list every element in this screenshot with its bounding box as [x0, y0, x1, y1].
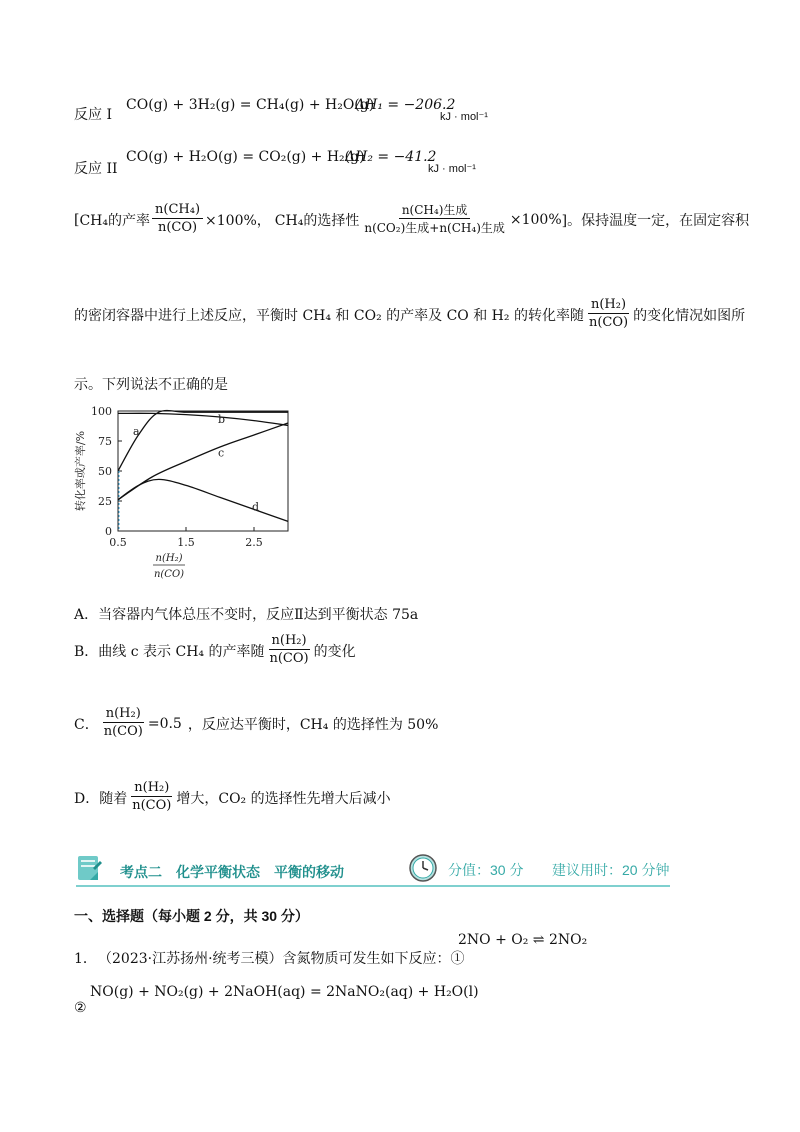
x-axis-label-numerator: n(H₂)	[155, 553, 183, 564]
line2-numerator: n(H₂)	[588, 297, 629, 314]
yield-numerator: n(CH₄)	[152, 202, 203, 219]
option-c-fraction	[101, 706, 146, 741]
question-line3: 示。下列说法不正确的是	[74, 377, 228, 393]
series-line-d	[118, 479, 288, 521]
reaction1-unit: kJ · mol⁻¹	[440, 111, 488, 123]
x-tick-label-0.5: 0.5	[109, 536, 127, 549]
reaction1-equation: CO(g) + 3H₂(g) = CH₄(g) + H₂O(g)	[126, 97, 375, 113]
x-axis-label-denominator: n(CO)	[153, 569, 185, 580]
reaction2-label: 反应 II	[74, 161, 118, 177]
option-d-numerator: n(H₂)	[131, 780, 172, 797]
chart-axes	[73, 405, 288, 580]
y-tick-label-75: 75	[98, 435, 112, 448]
question1-number: 1．	[74, 951, 97, 967]
reaction1-label: 反应 I	[74, 107, 112, 123]
line2-fraction	[586, 297, 631, 332]
open-bracket: [	[74, 211, 80, 228]
question1-eq1: 2NO + O₂ ⇌ 2NO₂	[458, 932, 588, 948]
y-tick-label-0: 0	[105, 525, 112, 538]
ch4-yield-label: CH₄的产率	[79, 212, 151, 229]
question1-eq2: NO(g) + NO₂(g) + 2NaOH(aq) = 2NaNO₂(aq) + H₂O(l)	[90, 984, 479, 1000]
option-c[interactable]	[74, 706, 438, 741]
question-line2	[74, 297, 745, 332]
series-line-b	[118, 413, 288, 425]
y-tick-label-25: 25	[98, 495, 112, 508]
line2-denominator: n(CO)	[588, 315, 629, 330]
option-a-text: 当容器内气体总压不变时，反应Ⅱ达到平衡状态 75a	[98, 607, 419, 623]
selectivity-denominator: n(CO₂)生成+n(CH₄)生成	[364, 221, 505, 235]
option-d-text1: 随着	[99, 790, 128, 807]
option-b-fraction	[266, 633, 311, 668]
option-c-denominator: n(CO)	[103, 724, 143, 739]
line2-suffix: 的变化情况如图所	[633, 307, 746, 324]
clock-icon	[408, 853, 438, 883]
option-b-numerator: n(H₂)	[269, 633, 310, 650]
y-tick-label-100: 100	[91, 405, 112, 418]
reaction1-enthalpy: ΔH₁ = −206.2	[355, 97, 456, 113]
series-label-c: c	[218, 446, 225, 460]
option-d-fraction	[129, 780, 174, 815]
y-tick-label-50: 50	[98, 465, 112, 478]
yield-denominator: n(CO)	[157, 220, 198, 235]
option-b-text2: 的变化	[313, 643, 356, 660]
definitions-line	[74, 202, 749, 237]
option-c-equals: =0.5	[147, 715, 182, 732]
option-d[interactable]	[74, 780, 391, 815]
section-title: 考点二 化学平衡状态 平衡的移动	[120, 864, 344, 880]
option-c-label: C．	[74, 716, 99, 733]
selectivity-tail: ×100%	[509, 211, 562, 228]
x-tick-label-1.5: 1.5	[177, 536, 195, 549]
option-b-denominator: n(CO)	[269, 651, 309, 666]
chart-labels	[133, 413, 259, 514]
option-b[interactable]	[74, 633, 356, 668]
y-axis-label: 转化率或产率/%	[74, 430, 87, 512]
series-label-a: a	[133, 425, 140, 438]
notebook-icon	[76, 854, 102, 882]
section-time: 建议用时：20 分钟	[552, 862, 670, 878]
equilibrium-chart	[70, 395, 310, 585]
definitions-text-after: ]。保持温度一定，在固定容积	[561, 212, 750, 229]
section-score: 分值：30 分	[448, 862, 524, 878]
selectivity-fraction	[361, 202, 508, 237]
series-label-b: b	[218, 413, 226, 426]
line2-prefix: 的密闭容器中进行上述反应，平衡时 CH₄ 和 CO₂ 的产率及 CO 和 H₂ 的转化率随	[74, 307, 584, 324]
chart-series	[118, 411, 288, 522]
option-d-label: D．	[74, 790, 100, 807]
x-tick-label-2.5: 2.5	[245, 536, 263, 549]
question1-marker2: ②	[74, 1000, 87, 1016]
question1-source: （2023·江苏扬州·统考三模）含氮物质可发生如下反应：①	[98, 951, 465, 967]
yield-fraction	[152, 202, 203, 237]
series-label-d: d	[252, 500, 260, 514]
option-b-text1: 曲线 c 表示 CH₄ 的产率随	[98, 643, 265, 660]
series-line-a	[118, 411, 288, 471]
reaction2-unit: kJ · mol⁻¹	[428, 163, 476, 175]
selectivity-numerator: n(CH₄)生成	[399, 202, 471, 219]
reaction2-equation: CO(g) + H₂O(g) = CO₂(g) + H₂(g)	[126, 149, 365, 165]
option-d-text2: 增大，CO₂ 的选择性先增大后减小	[176, 790, 391, 807]
option-a[interactable]	[74, 604, 418, 624]
selectivity-label: CH₄的选择性	[274, 212, 360, 229]
option-a-label: A．	[74, 607, 99, 623]
option-d-denominator: n(CO)	[132, 798, 172, 813]
option-b-label: B．	[74, 643, 99, 660]
part-heading: 一、选择题（每小题 2 分，共 30 分）	[74, 908, 309, 924]
reaction2-enthalpy: ΔH₂ = −41.2	[345, 149, 437, 165]
option-c-text: ，反应达平衡时，CH₄ 的选择性为 50%	[187, 716, 439, 733]
section-divider	[76, 885, 670, 887]
series-line-c	[118, 423, 288, 500]
option-c-numerator: n(H₂)	[103, 706, 144, 723]
yield-tail: ×100%，	[205, 212, 271, 229]
